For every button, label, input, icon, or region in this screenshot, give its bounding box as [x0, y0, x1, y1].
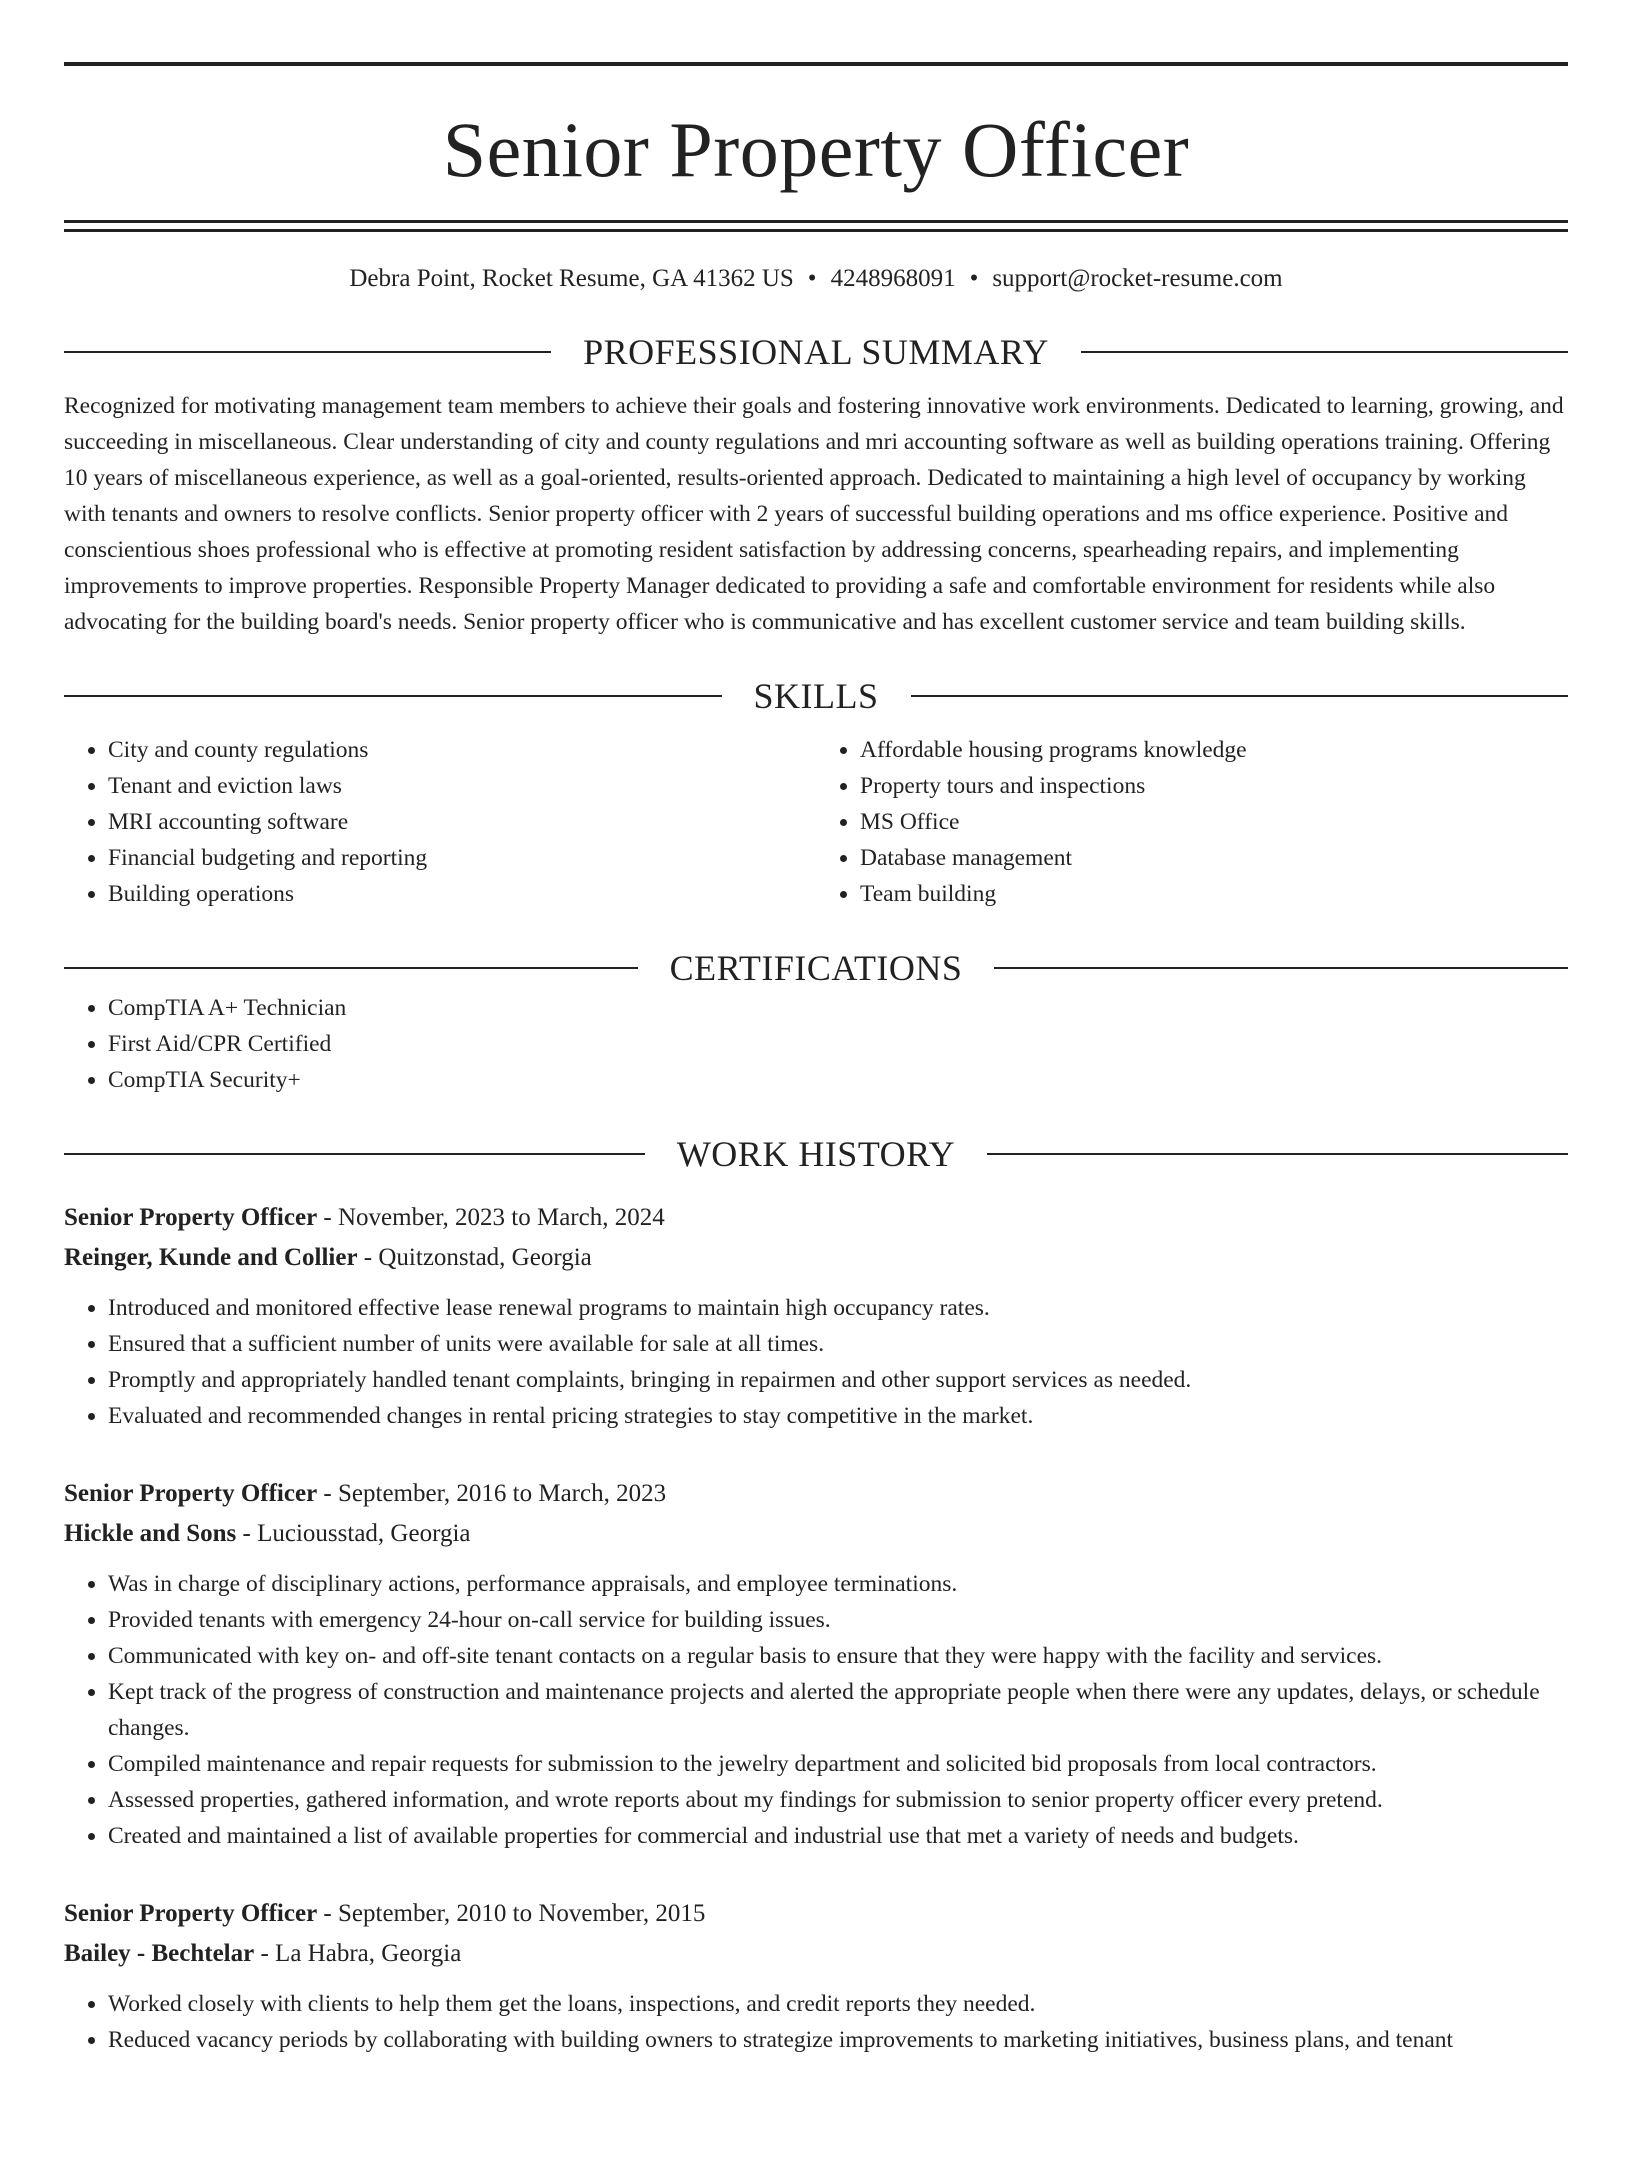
skill-item: • Team building — [860, 876, 1568, 912]
summary-heading: PROFESSIONAL SUMMARY — [583, 332, 1049, 372]
job-company: Hickle and Sons — [64, 1520, 237, 1547]
job-company-line — [64, 1514, 1568, 1554]
resume-page — [0, 62, 1632, 2174]
section-heading-certifications — [64, 946, 1568, 990]
job-bullets — [64, 1986, 1568, 2058]
skill-item: • Property tours and inspections — [860, 768, 1568, 804]
heading-rule — [64, 1153, 645, 1155]
section-heading-summary — [64, 330, 1568, 374]
job-title-line — [64, 1198, 1568, 1238]
certifications-heading: CERTIFICATIONS — [669, 948, 963, 988]
job-bullet: • Evaluated and recommended changes in rental pricing strategies to stay competitive in the market. — [108, 1398, 1568, 1434]
header-double-rule — [64, 220, 1568, 232]
contact-email[interactable]: support@rocket-resume.com — [992, 265, 1283, 292]
certification-item: • First Aid/CPR Certified — [108, 1026, 1568, 1062]
skill-item: • MRI accounting software — [108, 804, 816, 840]
job-bullet: • Created and maintained a list of available properties for commercial and industrial use that met a variety of needs and budgets. — [108, 1818, 1568, 1854]
job-bullet: • Was in charge of disciplinary actions, performance appraisals, and employee terminations. — [108, 1566, 1568, 1602]
job-company: Reinger, Kunde and Collier — [64, 1244, 358, 1271]
skills-column-left — [64, 732, 816, 912]
job-entry — [64, 1198, 1568, 1434]
heading-rule — [911, 695, 1569, 697]
job-bullet: • Reduced vacancy periods by collaborating with building owners to strategize improvements to marketing initiatives, business plans, and tenant — [108, 2022, 1568, 2058]
heading-rule — [987, 1153, 1568, 1155]
job-bullet: • Ensured that a sufficient number of units were available for sale at all times. — [108, 1326, 1568, 1362]
summary-text: Recognized for motivating management team members to achieve their goals and fostering innovative work environments. Dedicated to learning, growing, and succeeding in miscellaneous. Clear understanding of city and county regulations and mri accounting software as well as building operations training. Offering 10 years of miscellaneous experience, as well as a goal-oriented, results-oriented approach. Dedicated to maintaining a high level of occupancy by working with tenants and owners to resolve conflicts. Senior property officer with 2 years of successful building operations and ms office experience. Positive and conscientious shoes professional who is effective at promoting resident satisfaction by addressing concerns, spearheading repairs, and implementing improvements to improve properties. Responsible Property Manager dedicated to providing a safe and comfortable environment for residents while also advocating for the building board's needs. Senior property officer who is communicative and has excellent customer service and team building skills. — [64, 393, 1564, 635]
job-bullet: • Kept track of the progress of construction and maintenance projects and alerted the appropriate people when there were any updates, delays, or schedule changes. — [108, 1674, 1568, 1746]
skill-item: • Affordable housing programs knowledge — [860, 732, 1568, 768]
heading-rule — [64, 351, 551, 353]
job-dates: - September, 2010 to November, 2015 — [317, 1900, 706, 1927]
job-dates: - November, 2023 to March, 2024 — [317, 1204, 665, 1231]
job-bullet: • Compiled maintenance and repair requests for submission to the jewelry department and solicited bid proposals from local contractors. — [108, 1746, 1568, 1782]
skill-item: • Financial budgeting and reporting — [108, 840, 816, 876]
job-title: Senior Property Officer — [64, 1900, 318, 1927]
job-entry — [64, 1474, 1568, 1854]
resume-title: Senior Property Officer — [442, 106, 1190, 193]
section-heading-skills — [64, 674, 1568, 718]
heading-rule — [64, 967, 638, 969]
skills-heading: SKILLS — [753, 676, 879, 716]
job-title-line — [64, 1474, 1568, 1514]
job-bullet: • Assessed properties, gathered information, and wrote reports about my findings for submission to senior property officer every pretend. — [108, 1782, 1568, 1818]
job-location: - Luciousstad, Georgia — [236, 1520, 471, 1547]
certification-item: • CompTIA Security+ — [108, 1062, 1568, 1098]
skills-column-right — [816, 732, 1568, 912]
skill-item: • Building operations — [108, 876, 816, 912]
skills-grid — [64, 732, 1568, 912]
job-bullet: • Communicated with key on- and off-site tenant contacts on a regular basis to ensure that they were happy with the facility and services. — [108, 1638, 1568, 1674]
work-heading: WORK HISTORY — [676, 1134, 956, 1174]
contact-line — [64, 262, 1568, 296]
contact-phone[interactable]: 4248968091 — [830, 265, 956, 292]
skill-item: • Database management — [860, 840, 1568, 876]
job-company-line — [64, 1934, 1568, 1974]
job-location: - La Habra, Georgia — [254, 1940, 462, 1967]
skill-item: • City and county regulations — [108, 732, 816, 768]
heading-rule — [1081, 351, 1568, 353]
header-top-rule — [64, 62, 1568, 66]
heading-rule — [64, 695, 722, 697]
job-title-line — [64, 1894, 1568, 1934]
job-title: Senior Property Officer — [64, 1204, 318, 1231]
skills-list-right — [816, 732, 1568, 912]
job-title: Senior Property Officer — [64, 1480, 318, 1507]
job-bullet: • Introduced and monitored effective lease renewal programs to maintain high occupancy rates. — [108, 1290, 1568, 1326]
job-bullets — [64, 1566, 1568, 1854]
contact-address: Debra Point, Rocket Resume, GA 41362 US — [349, 265, 794, 292]
contact-separator: • — [969, 265, 979, 292]
heading-rule — [994, 967, 1568, 969]
job-dates: - September, 2016 to March, 2023 — [317, 1480, 667, 1507]
skills-list-left — [64, 732, 816, 912]
certifications-list — [64, 990, 1568, 1098]
job-company-line — [64, 1238, 1568, 1278]
job-location: - Quitzonstad, Georgia — [357, 1244, 592, 1271]
skill-item: • MS Office — [860, 804, 1568, 840]
job-bullet: • Provided tenants with emergency 24-hour on-call service for building issues. — [108, 1602, 1568, 1638]
skill-item: • Tenant and eviction laws — [108, 768, 816, 804]
section-heading-work — [64, 1132, 1568, 1176]
job-entry — [64, 1894, 1568, 2058]
job-bullets — [64, 1290, 1568, 1434]
contact-separator: • — [807, 265, 817, 292]
job-bullet: • Promptly and appropriately handled tenant complaints, bringing in repairmen and other support services as needed. — [108, 1362, 1568, 1398]
certification-item: • CompTIA A+ Technician — [108, 990, 1568, 1026]
job-company: Bailey - Bechtelar — [64, 1940, 255, 1967]
job-bullet: • Worked closely with clients to help them get the loans, inspections, and credit reports they needed. — [108, 1986, 1568, 2022]
